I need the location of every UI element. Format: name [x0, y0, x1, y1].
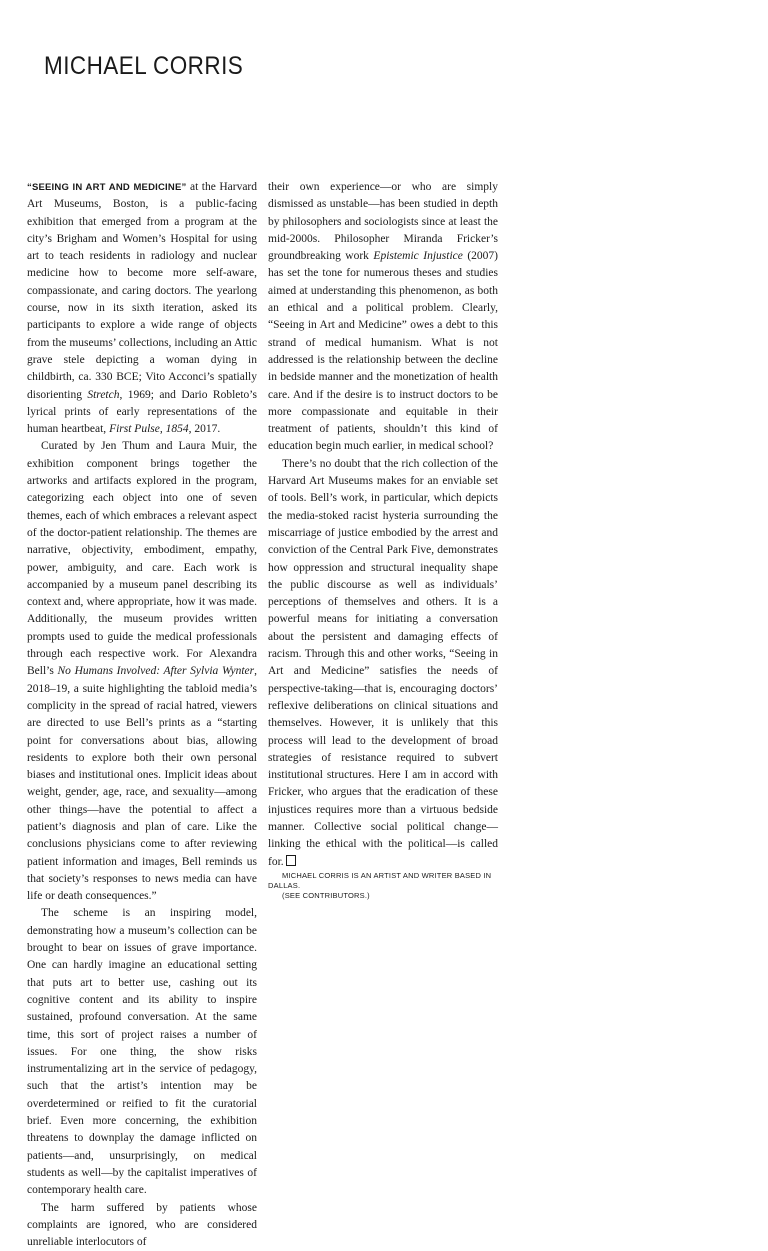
end-of-article-mark-icon: [286, 855, 296, 866]
author-bio-line: MICHAEL CORRIS IS AN ARTIST AND WRITER BASED IN DALLAS.: [268, 870, 492, 890]
artwork-title: No Humans Involved: After Sylvia Wynter: [57, 665, 255, 678]
artwork-title: First Pulse, 1854: [109, 423, 189, 436]
paragraph-text: There’s no doubt that the rich collection of the Harvard Art Museums makes for an enviable set of tools. Bell’s work, in particular, which depicts the media-stoked racist hysteria surrounding the miscarriage of justice embodied by the arrest and conviction of the Central Park Five, demonstrates how oppression and structural inequality shape the public discourse as well as individuals’ perceptions of themselves and others. It is a powerful means for initiating a conversation about the persistent and damaging effects of racism. Through this and other works, “Seeing in Art and Medicine” satisfies the needs of perspective-taking—that is, encouraging doctors’ reflexive deliberations on clinical situations and themselves. However, it is unlikely that this process will lead to the development of broad strategies of resistance required to subvert institutional structures. Here I am in accord with Fricker, who argues that the eradication of these injustices requires more than a virtuous bedside manner. Collective social political change—linking the ethical with the political—is called for.: [268, 457, 498, 868]
paragraph-text: Curated by Jen Thum and Laura Muir, the exhibition component brings together the artworks and artifacts explored in the program, categorizing each object into one of seven themes, each of which embraces a relevant aspect of the doctor-patient relationship. The themes are narrative, objectivity, embodiment, empathy, power, ambiguity, and care. Each work is accompanied by a museum panel describing its context and, where appropriate, how it was made. Additionally, the museum provides written prompts used to guide the medical professionals through each respective work. For Alexandra Bell’s: [27, 440, 257, 678]
paragraph-text: , 2017.: [188, 423, 221, 436]
article-paragraph: [27, 438, 257, 905]
artwork-title: Stretch: [87, 388, 120, 401]
article-paragraph: [268, 456, 498, 871]
article-column-right: [268, 179, 498, 901]
paragraph-text: , 1969; and Dario Robleto’s lyrical prints of early representations of the human heartbeat,: [27, 388, 257, 436]
paragraph-text: at the Harvard Art Museums, Boston, is a public-facing exhibition that emerged from a program at the city’s Brigham and Women’s Hospital for using art to teach residents in radiology and nuclear medicine how to become more self-aware, compassionate, and caring doctors. The yearlong course, now in its sixth iteration, asked its participants to explore a wide range of objects from the museums’ collections, including an Attic grave stele depicting a woman dying in childbirth, ca. 330 BCE; Vito Acconci’s spatially disorienting: [27, 181, 258, 401]
article-paragraph: [27, 1200, 257, 1251]
article-paragraph: [268, 179, 498, 456]
paragraph-text: (2007) has set the tone for numerous theses and studies aimed at understanding this phenomenon, as both an ethical and a political problem. Clearly, “Seeing in Art and Medicine” owes a debt to this strand of medical humanism. What is not addressed is the relationship between the decline in bedside manner and the monetization of health care. And if the desire is to instruct doctors to be more compassionate and equitable in their treatment of patients, shouldn’t this kind of education begin much earlier, in medical school?: [268, 250, 498, 453]
review-title-lead: “SEEING IN ART AND MEDICINE”: [27, 182, 187, 193]
book-title: Epistemic Injustice: [373, 250, 463, 263]
article-paragraph: [27, 905, 257, 1199]
author-name: MICHAEL CORRIS: [44, 52, 244, 80]
paragraph-text: their own experience—or who are simply dismissed as unstable—has been studied in depth by philosophers and sociologists since at least the mid-2000s. Philosopher Miranda Fricker’s groundbreaking work: [268, 181, 498, 263]
author-bio: [268, 871, 498, 901]
paragraph-text: The harm suffered by patients whose complaints are ignored, who are considered unreliable interlocutors of: [27, 1201, 257, 1249]
author-bio-line: (SEE CONTRIBUTORS.): [282, 890, 370, 900]
article-column-left: [27, 179, 257, 1251]
article-paragraph: [27, 179, 257, 438]
paragraph-text: , 2018–19, a suite highlighting the tabloid media’s complicity in the spread of racial hatred, viewers are directed to use Bell’s prints as a “starting point for conversations about bias, allowing residents to explore both their own personal biases and institutional ones. Implicit ideas about weight, gender, age, race, and sexuality—among other things—have the potential to affect a patient’s diagnosis and plan of care. Like the conclusions physicians come to after reviewing patient information and images, Bell reminds us that society’s responses to news media can have life or death consequences.”: [27, 665, 257, 903]
paragraph-text: The scheme is an inspiring model, demonstrating how a museum’s collection can be brought to bear on issues of grave importance. One can hardly imagine an educational setting that puts art to better use, cashing out its cognitive content and its ability to inspire sustained, profound conversation. At the same time, this sort of project raises a number of issues. For one thing, the show risks instrumentalizing art in the service of pedagogy, such that the artist’s intention may be overdetermined or reified to fit the curatorial brief. Even more concerning, the exhibition threatens to downplay the damage inflicted on patients—and, unsurprisingly, on medical students as well—by the capitalist imperatives of contemporary health care.: [27, 907, 257, 1197]
